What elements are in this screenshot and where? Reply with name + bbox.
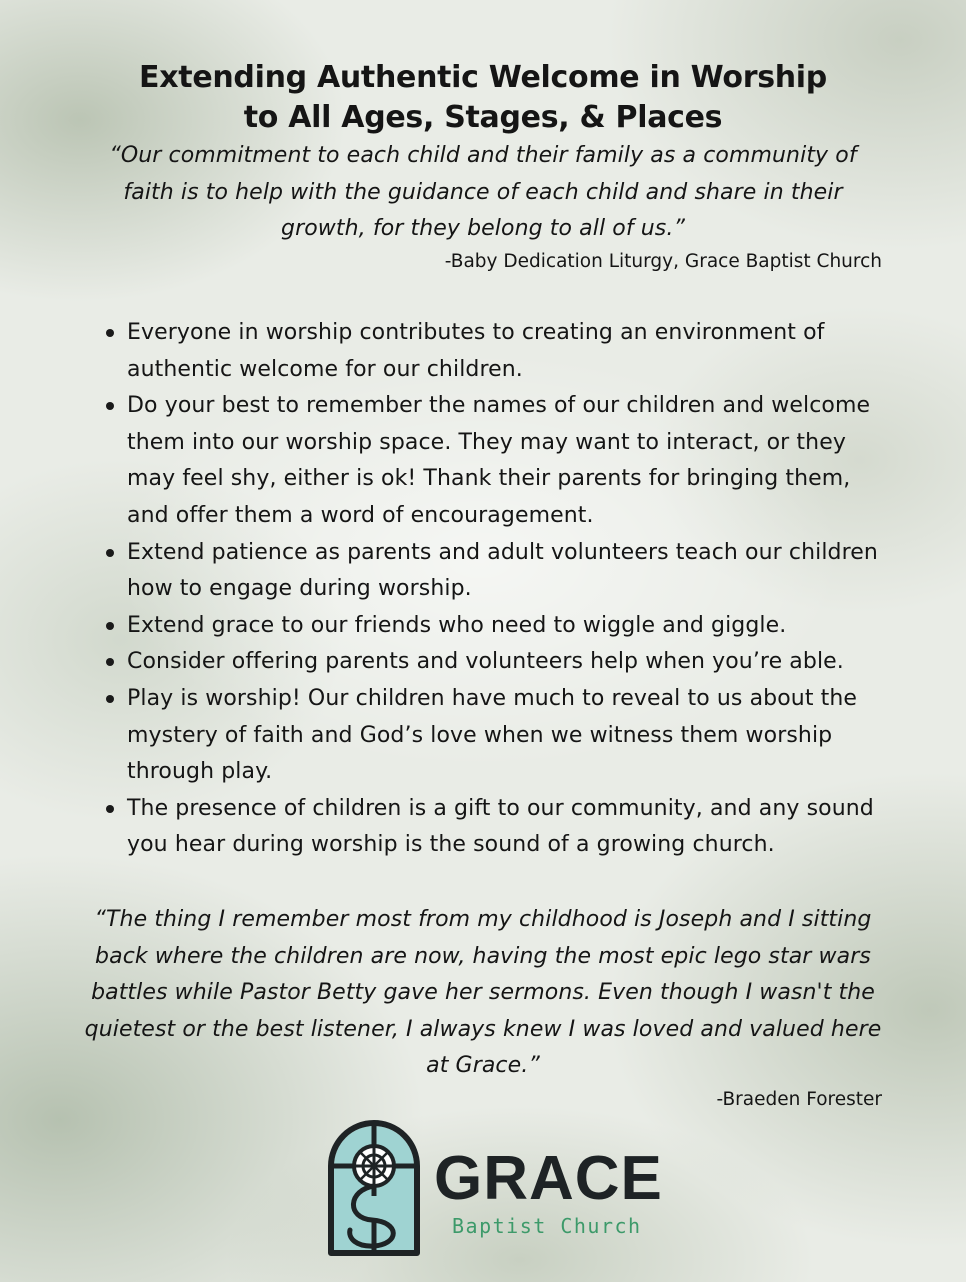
- welcome-guidelines-list: [104, 315, 894, 864]
- list-item: [104, 535, 894, 608]
- list-item: [104, 315, 894, 388]
- list-item: [104, 644, 894, 681]
- logo-wordmark: GRACE: [434, 1144, 663, 1213]
- list-item: [104, 681, 894, 791]
- logo-subtitle: Baptist Church: [452, 1214, 642, 1238]
- page-title-line-1: Extending Authentic Welcome in Worship: [139, 60, 827, 95]
- list-item: [104, 388, 894, 534]
- testimonial-attribution: -Braeden Forester: [716, 1089, 882, 1110]
- list-item: [104, 791, 894, 864]
- list-item-text: Play is worship! Our children have much to reveal to us about the mystery of faith and God’s love when we witness them worship through play.: [127, 685, 858, 785]
- list-item-text: Consider offering parents and volunteers help when you’re able.: [127, 649, 844, 675]
- list-item-text: Extend grace to our friends who need to wiggle and giggle.: [127, 612, 787, 638]
- grace-baptist-logo: [326, 1120, 663, 1256]
- bullet-icon: [106, 658, 114, 666]
- bullet-icon: [106, 622, 114, 630]
- bullet-icon: [106, 402, 114, 410]
- list-item-text: Everyone in worship contributes to creating an environment of authentic welcome for our children.: [127, 320, 825, 382]
- list-item-text: Do your best to remember the names of our children and welcome them into our worship space. They may want to interact, or they may feel shy, either is ok! Thank their parents for bringing them, and offer them a word of encouragement.: [127, 393, 871, 528]
- list-item-text: Extend patience as parents and adult volunteers teach our children how to engage during worship.: [127, 539, 878, 602]
- bullet-icon: [106, 329, 114, 337]
- bullet-icon: [106, 695, 114, 703]
- bullet-icon: [106, 805, 114, 813]
- list-item: [104, 608, 894, 645]
- dedication-quote: “Our commitment to each child and their family as a community of faith is to help with the guidance of each child and share in their growth, for they belong to all of us.”: [109, 143, 857, 241]
- page-title: [0, 58, 966, 138]
- bullet-icon: [106, 549, 114, 557]
- testimonial-quote: “The thing I remember most from my childhood is Joseph and I sitting back where the children are now, having the most epic lego star wars battles while Pastor Betty gave her sermons. Even though I wasn't the quietest or the best listener, I always knew I was loved and valued here at Grace.”: [84, 907, 882, 1079]
- page-title-line-2: to All Ages, Stages, & Places: [243, 100, 723, 135]
- stained-glass-window-icon: [326, 1120, 422, 1256]
- dedication-quote-attribution: -Baby Dedication Liturgy, Grace Baptist Church: [444, 251, 882, 272]
- list-item-text: The presence of children is a gift to our community, and any sound you hear during worship is the sound of a growing church.: [127, 795, 874, 858]
